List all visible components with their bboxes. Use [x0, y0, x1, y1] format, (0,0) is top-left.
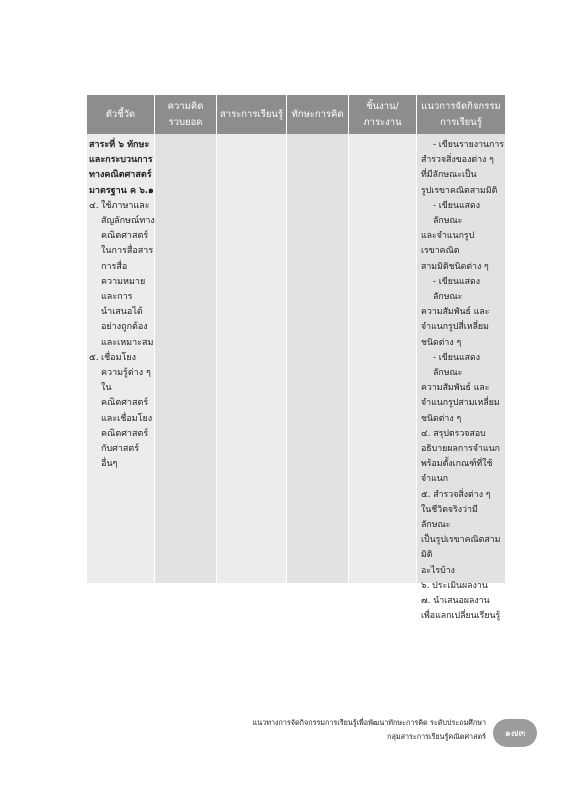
strand-line: มาตรฐาน ค ๖.๑ [89, 185, 154, 196]
activity-line: ความสัมพันธ์ และ [421, 307, 490, 318]
activity-line: รูปเรขาคณิตสามมิติ [421, 185, 498, 196]
activity-line: อะไรบ้าง [421, 565, 455, 576]
indicator-number: ๕. [89, 352, 99, 363]
strand-line: และกระบวนการ [89, 155, 153, 166]
activity-line: อธิบายผลการจำแนก [421, 444, 500, 455]
activity-line: ๗. นำเสนอผลงาน [421, 596, 490, 607]
footer-book-title: แนวทางการจัดกิจกรรมการเรียนรู้เพื่อพัฒนาทักษะการคิด ระดับประถมศึกษา [252, 718, 486, 727]
page-number-text: ๑๗๓ [504, 727, 526, 739]
header-label: ชิ้นงาน/ [366, 100, 399, 112]
activity-line: เพื่อแลกเปลี่ยนเรียนรู้ [421, 611, 501, 622]
indicator-line: เชื่อมโยง [101, 352, 137, 363]
indicator-line: และเหมาะสม [101, 337, 154, 348]
header-label: สาระการเรียนรู้ [219, 108, 284, 120]
activity-line: ชนิดต่าง ๆ [421, 413, 462, 424]
header-concept [155, 95, 217, 134]
indicator-line: และเชื่อมโยง [101, 413, 153, 424]
curriculum-table [87, 95, 505, 622]
indicator-line: และการ [101, 292, 133, 303]
indicator-item [89, 199, 155, 351]
activity-item [421, 199, 505, 275]
header-label: รวบยอด [168, 116, 203, 128]
activity-item [421, 351, 505, 427]
column-indicator [87, 95, 155, 583]
activity-item [421, 579, 505, 594]
activity-line: ชนิดต่าง ๆ [421, 337, 462, 348]
indicator-line: กับศาสตร์อื่นๆ [101, 444, 140, 470]
activity-line: ความสัมพันธ์ และ [421, 383, 490, 394]
header-indicator [87, 95, 155, 134]
cell-indicator [87, 134, 155, 583]
indicator-line: อย่างถูกต้อง [101, 322, 148, 333]
activity-line: ๔. สรุปตรวจสอบ [421, 428, 486, 439]
activity-line: สามมิติชนิดต่าง ๆ [421, 261, 489, 272]
indicator-line: การสื่อ [101, 261, 128, 272]
indicator-line: นำเสนอได้ [101, 307, 143, 318]
activity-line: ที่มีลักษณะเป็น [421, 170, 477, 181]
indicator-line: คณิตศาสตร์ [101, 231, 149, 242]
column-thinking-skills [287, 95, 349, 583]
header-content [217, 95, 287, 134]
activity-item [421, 427, 505, 488]
header-label: ภาระงาน [363, 116, 402, 128]
activity-line: - เขียนแสดงลักษณะ [433, 276, 481, 303]
header-label: แนวการจัดกิจกรรม [421, 100, 501, 112]
activity-line: จำแนกรูปสามเหลี่ยม [421, 398, 500, 409]
activity-line: จำแนก [421, 474, 449, 485]
strand-line: สาระที่ ๖ ทักษะ [89, 140, 150, 150]
cell-thinking-skills [287, 134, 349, 583]
activity-line: จำแนกรูปสี่เหลี่ยม [421, 322, 489, 333]
activity-line: ๕. สำรวจสิ่งต่าง ๆ [421, 489, 491, 500]
strand-line: ทางคณิตศาสตร์ [89, 170, 152, 181]
column-concept [155, 95, 217, 583]
indicator-line: ในการสื่อสาร [101, 246, 154, 257]
column-content [217, 95, 287, 583]
indicator-line: สัญลักษณ์ทาง [101, 216, 155, 227]
indicator-line: ใช้ภาษาและ [101, 200, 150, 211]
indicator-line: ความรู้ต่าง ๆ [101, 368, 151, 379]
cell-content [217, 134, 287, 583]
column-tasks [349, 95, 417, 583]
indicator-number: ๔. [89, 200, 99, 211]
header-thinking-skills [287, 95, 349, 134]
activity-line: ในชีวิตจริงว่ามีลักษณะ [421, 504, 478, 531]
activity-line: ๖. ประเมินผลงาน [421, 580, 488, 591]
activity-item [421, 138, 505, 199]
header-label: ทักษะการคิด [291, 108, 344, 120]
header-label: ความคิด [167, 100, 204, 112]
cell-activities [417, 134, 505, 622]
indicator-line: ความหมาย [101, 276, 146, 287]
activity-line: พร้อมตั้งเกณฑ์ที่ใช้ [421, 459, 493, 470]
activity-item [421, 488, 505, 579]
header-label: ตัวชี้วัด [105, 108, 136, 120]
page-number [493, 719, 537, 747]
activity-item [421, 275, 505, 351]
column-activities [417, 95, 505, 622]
activity-item [421, 594, 505, 624]
activity-line: เป็นรูปเรขาคณิตสามมิติ [421, 535, 501, 561]
indicator-text [89, 138, 155, 472]
activity-line: - เขียนแสดงลักษณะ [433, 352, 481, 379]
activities-text [421, 138, 505, 625]
activity-line: - เขียนแสดงลักษณะ [433, 200, 481, 227]
activity-line: - เขียนรายงานการ [433, 140, 505, 150]
activity-line: สำรวจสิ่งของต่าง ๆ [421, 155, 494, 166]
footer-subject: กลุ่มสาระการเรียนรู้คณิตศาสตร์ [387, 732, 486, 741]
cell-tasks [349, 134, 417, 583]
activity-line: และจำแนกรูปเรขาคณิต [421, 231, 475, 257]
cell-concept [155, 134, 217, 583]
indicator-line: คณิตศาสตร์ [101, 428, 149, 439]
header-activities [417, 95, 505, 134]
header-label: การเรียนรู้ [440, 116, 482, 128]
indicator-line: ในคณิตศาสตร์ [101, 383, 149, 409]
header-tasks [349, 95, 417, 134]
indicator-item [89, 351, 155, 473]
